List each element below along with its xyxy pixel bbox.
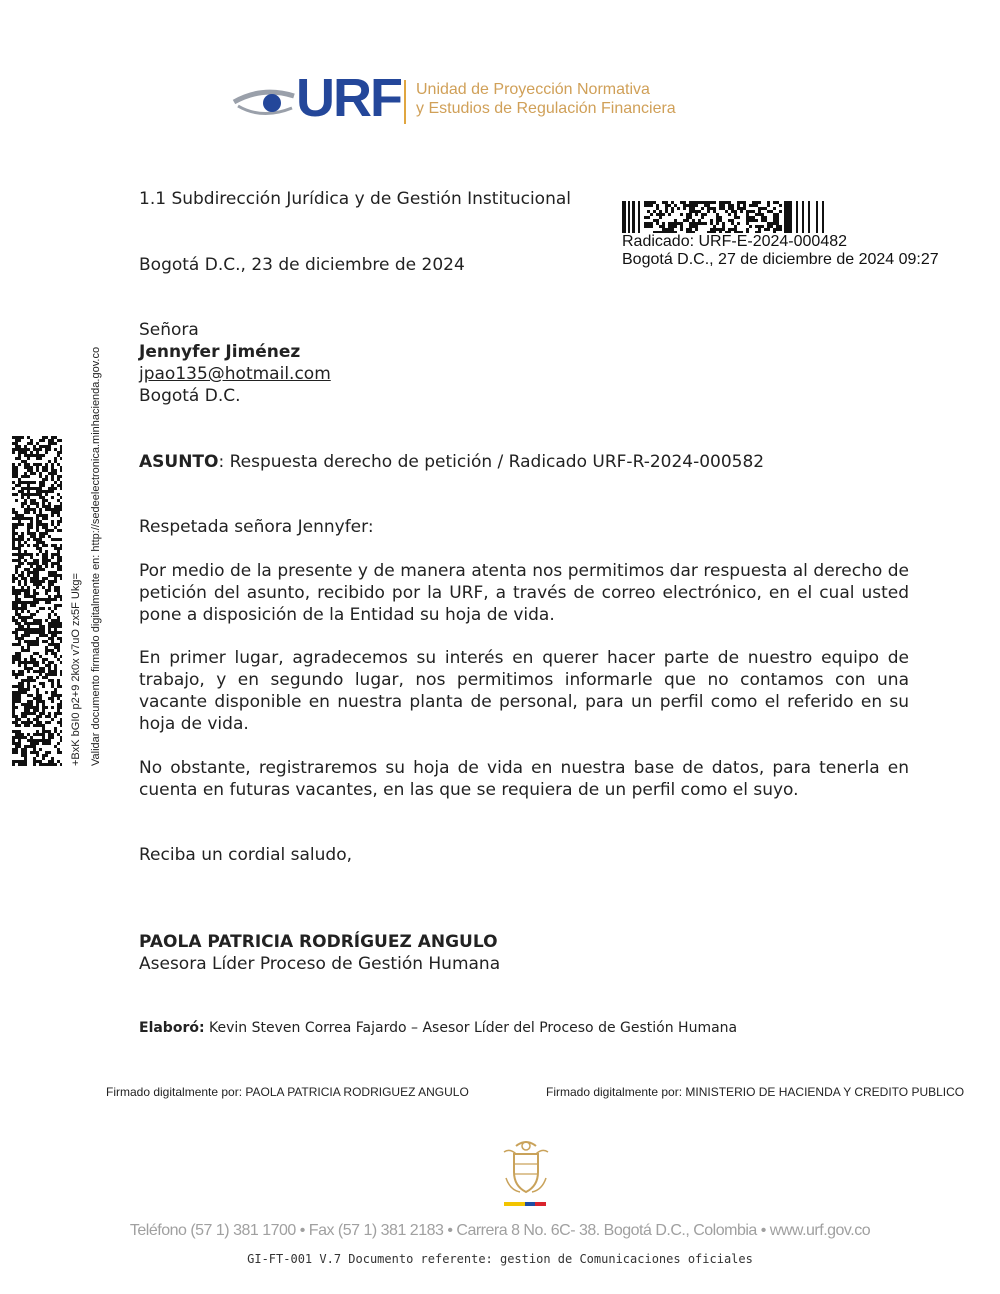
body-paragraph-3: No obstante, registraremos su hoja de vida en nuestra base de datos, para tenerla en cuenta en futuras vacantes, en las que se requiera de un perfil como el suyo. [139,758,909,800]
entity-name-line-2: y Estudios de Regulación Financiera [416,100,676,117]
colombia-flag-bar [504,1202,546,1206]
prepared-by-text: Kevin Steven Correa Fajardo – Asesor Líder del Proceso de Gestión Humana [204,1020,738,1036]
radicado-stamp [622,233,939,269]
radicado-barcode [622,201,828,233]
digital-signature-2: Firmado digitalmente por: MINISTERIO DE HACIENDA Y CREDITO PUBLICO [546,1085,965,1099]
letter-date: Bogotá D.C., 23 de diciembre de 2024 [139,255,465,275]
entity-name [416,80,676,118]
subject-text: : Respuesta derecho de petición / Radicado URF-R-2024-000582 [218,452,765,472]
signer-role: Asesora Líder Proceso de Gestión Humana [139,954,501,974]
recipient-title: Señora [139,320,199,340]
digital-signature-1: Firmado digitalmente por: PAOLA PATRICIA RODRIGUEZ ANGULO [106,1085,469,1099]
flag-red-stripe [535,1202,546,1206]
recipient-email-link[interactable]: jpao135@hotmail.com [139,364,331,384]
logo-acronym: URF [296,68,401,128]
recipient-city: Bogotá D.C. [139,386,241,406]
urf-logo [232,68,702,130]
signer-name: PAOLA PATRICIA RODRÍGUEZ ANGULO [139,932,498,952]
coat-of-arms-icon [500,1138,552,1196]
radicado-date: Bogotá D.C., 27 de diciembre de 2024 09:27 [622,251,939,268]
footer-contact-info: Teléfono (57 1) 381 1700 • Fax (57 1) 381 2183 • Carrera 8 No. 6C- 38. Bogotá D.C., Colombia • www.urf.gov.co [129,1222,871,1239]
footer-document-code: GI-FT-001 V.7 Documento referente: gestion de Comunicaciones oficiales [247,1252,753,1266]
body-paragraph-2: En primer lugar, agradecemos su interés en querer hacer parte de nuestro equipo de trabajo, y en segundo lugar, nos permitimos informarle que no contamos con una vacante disponible en nuestra planta de personal, para un perfil como el referido en su hoja de vida. [139,648,909,734]
side-validation-url: Validar documento firmado digitalmente en: http://sedeelectronica.minhacienda.gov.co [90,346,102,766]
flag-blue-stripe [525,1202,535,1206]
eye-logo-icon [232,82,304,122]
dependencia: 1.1 Subdirección Jurídica y de Gestión Institucional [139,189,571,209]
signer-block [139,931,500,975]
side-signature-code: +BxK bGI0 p2+9 2k0x v7uO zx5F Ukg= [70,573,82,766]
subject-label: ASUNTO [139,452,219,472]
side-2d-barcode [12,436,62,766]
body-paragraph-1: Por medio de la presente y de manera atenta nos permitimos dar respuesta al derecho de petición del asunto, recibido por la URF, a través de correo electrónico, en el cual usted pone a disposición de la Entidad su hoja de vida. [139,561,909,625]
flag-yellow-stripe [504,1202,525,1206]
prepared-by [139,1019,737,1037]
entity-name-line-1: Unidad de Proyección Normativa [416,81,650,98]
radicado-number: Radicado: URF-E-2024-000482 [622,233,848,250]
closing: Reciba un cordial saludo, [139,845,353,865]
prepared-by-label: Elaboró: [139,1020,205,1036]
logo-divider [404,80,406,124]
recipient-block [139,319,331,407]
salutation: Respetada señora Jennyfer: [139,517,374,537]
subject-line [139,451,764,473]
recipient-name: Jennyfer Jiménez [139,342,301,362]
